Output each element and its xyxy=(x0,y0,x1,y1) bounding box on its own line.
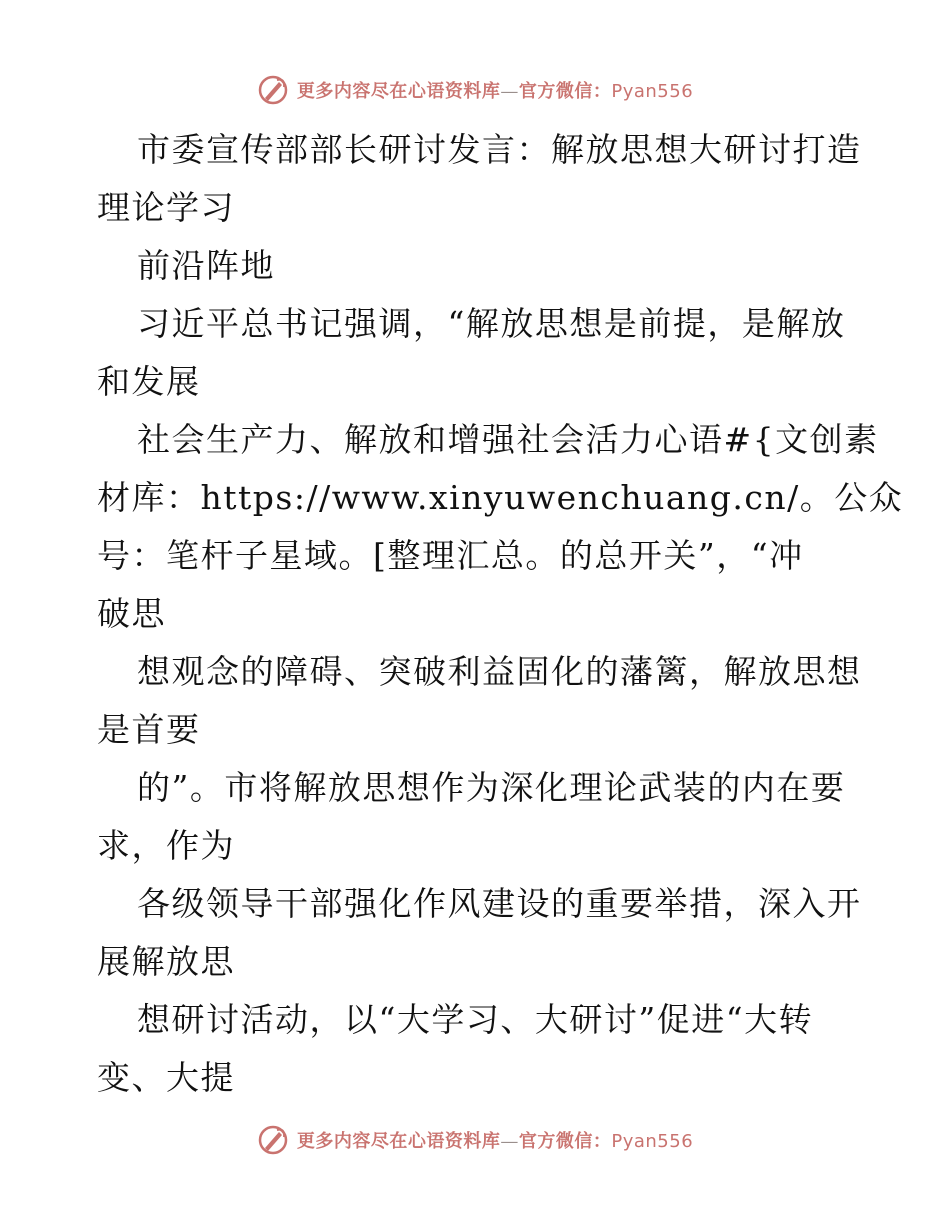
text-line: 展解放思 xyxy=(97,942,235,981)
text-line: 变、大提 xyxy=(97,1058,235,1097)
text-line: 求，作为 xyxy=(97,826,235,865)
text-line: 习近平总书记强调，“解放思想是前提，是解放 xyxy=(137,304,846,343)
text-line: 社会生产力、解放和增强社会活力心语#{文创素 xyxy=(137,420,879,459)
text-line: 破思 xyxy=(97,594,166,633)
text-line: 号：笔杆子星域。[整理汇总。的总开关”，“冲 xyxy=(97,536,804,575)
text-line: 是首要 xyxy=(97,710,201,749)
header-watermark xyxy=(0,70,950,110)
document-body xyxy=(97,121,904,1107)
text-line: 前沿阵地 xyxy=(137,246,275,285)
text-line: 各级领导干部强化作风建设的重要举措，深入开 xyxy=(137,884,862,923)
footer-watermark xyxy=(0,1120,950,1160)
text-line: 市委宣传部部长研讨发言：解放思想大研讨打造 xyxy=(137,130,862,169)
text-line: 想研讨活动，以“大学习、大研讨”促进“大转 xyxy=(137,1000,814,1039)
pen-logo-icon xyxy=(257,74,289,106)
text-line: 材库：https://www.xinyuwenchuang.cn/。公众 xyxy=(97,478,904,517)
watermark-text: 更多内容尽在心语资料库—官方微信：Pyan556 xyxy=(296,81,694,102)
text-line: 理论学习 xyxy=(97,188,235,227)
text-line: 的”。市将解放思想作为深化理论武装的内在要 xyxy=(137,768,846,807)
text-line: 想观念的障碍、突破利益固化的藩篱，解放思想 xyxy=(137,652,862,691)
pen-logo-icon xyxy=(257,1124,289,1156)
watermark-text: 更多内容尽在心语资料库—官方微信：Pyan556 xyxy=(296,1131,694,1152)
text-line: 和发展 xyxy=(97,362,201,401)
